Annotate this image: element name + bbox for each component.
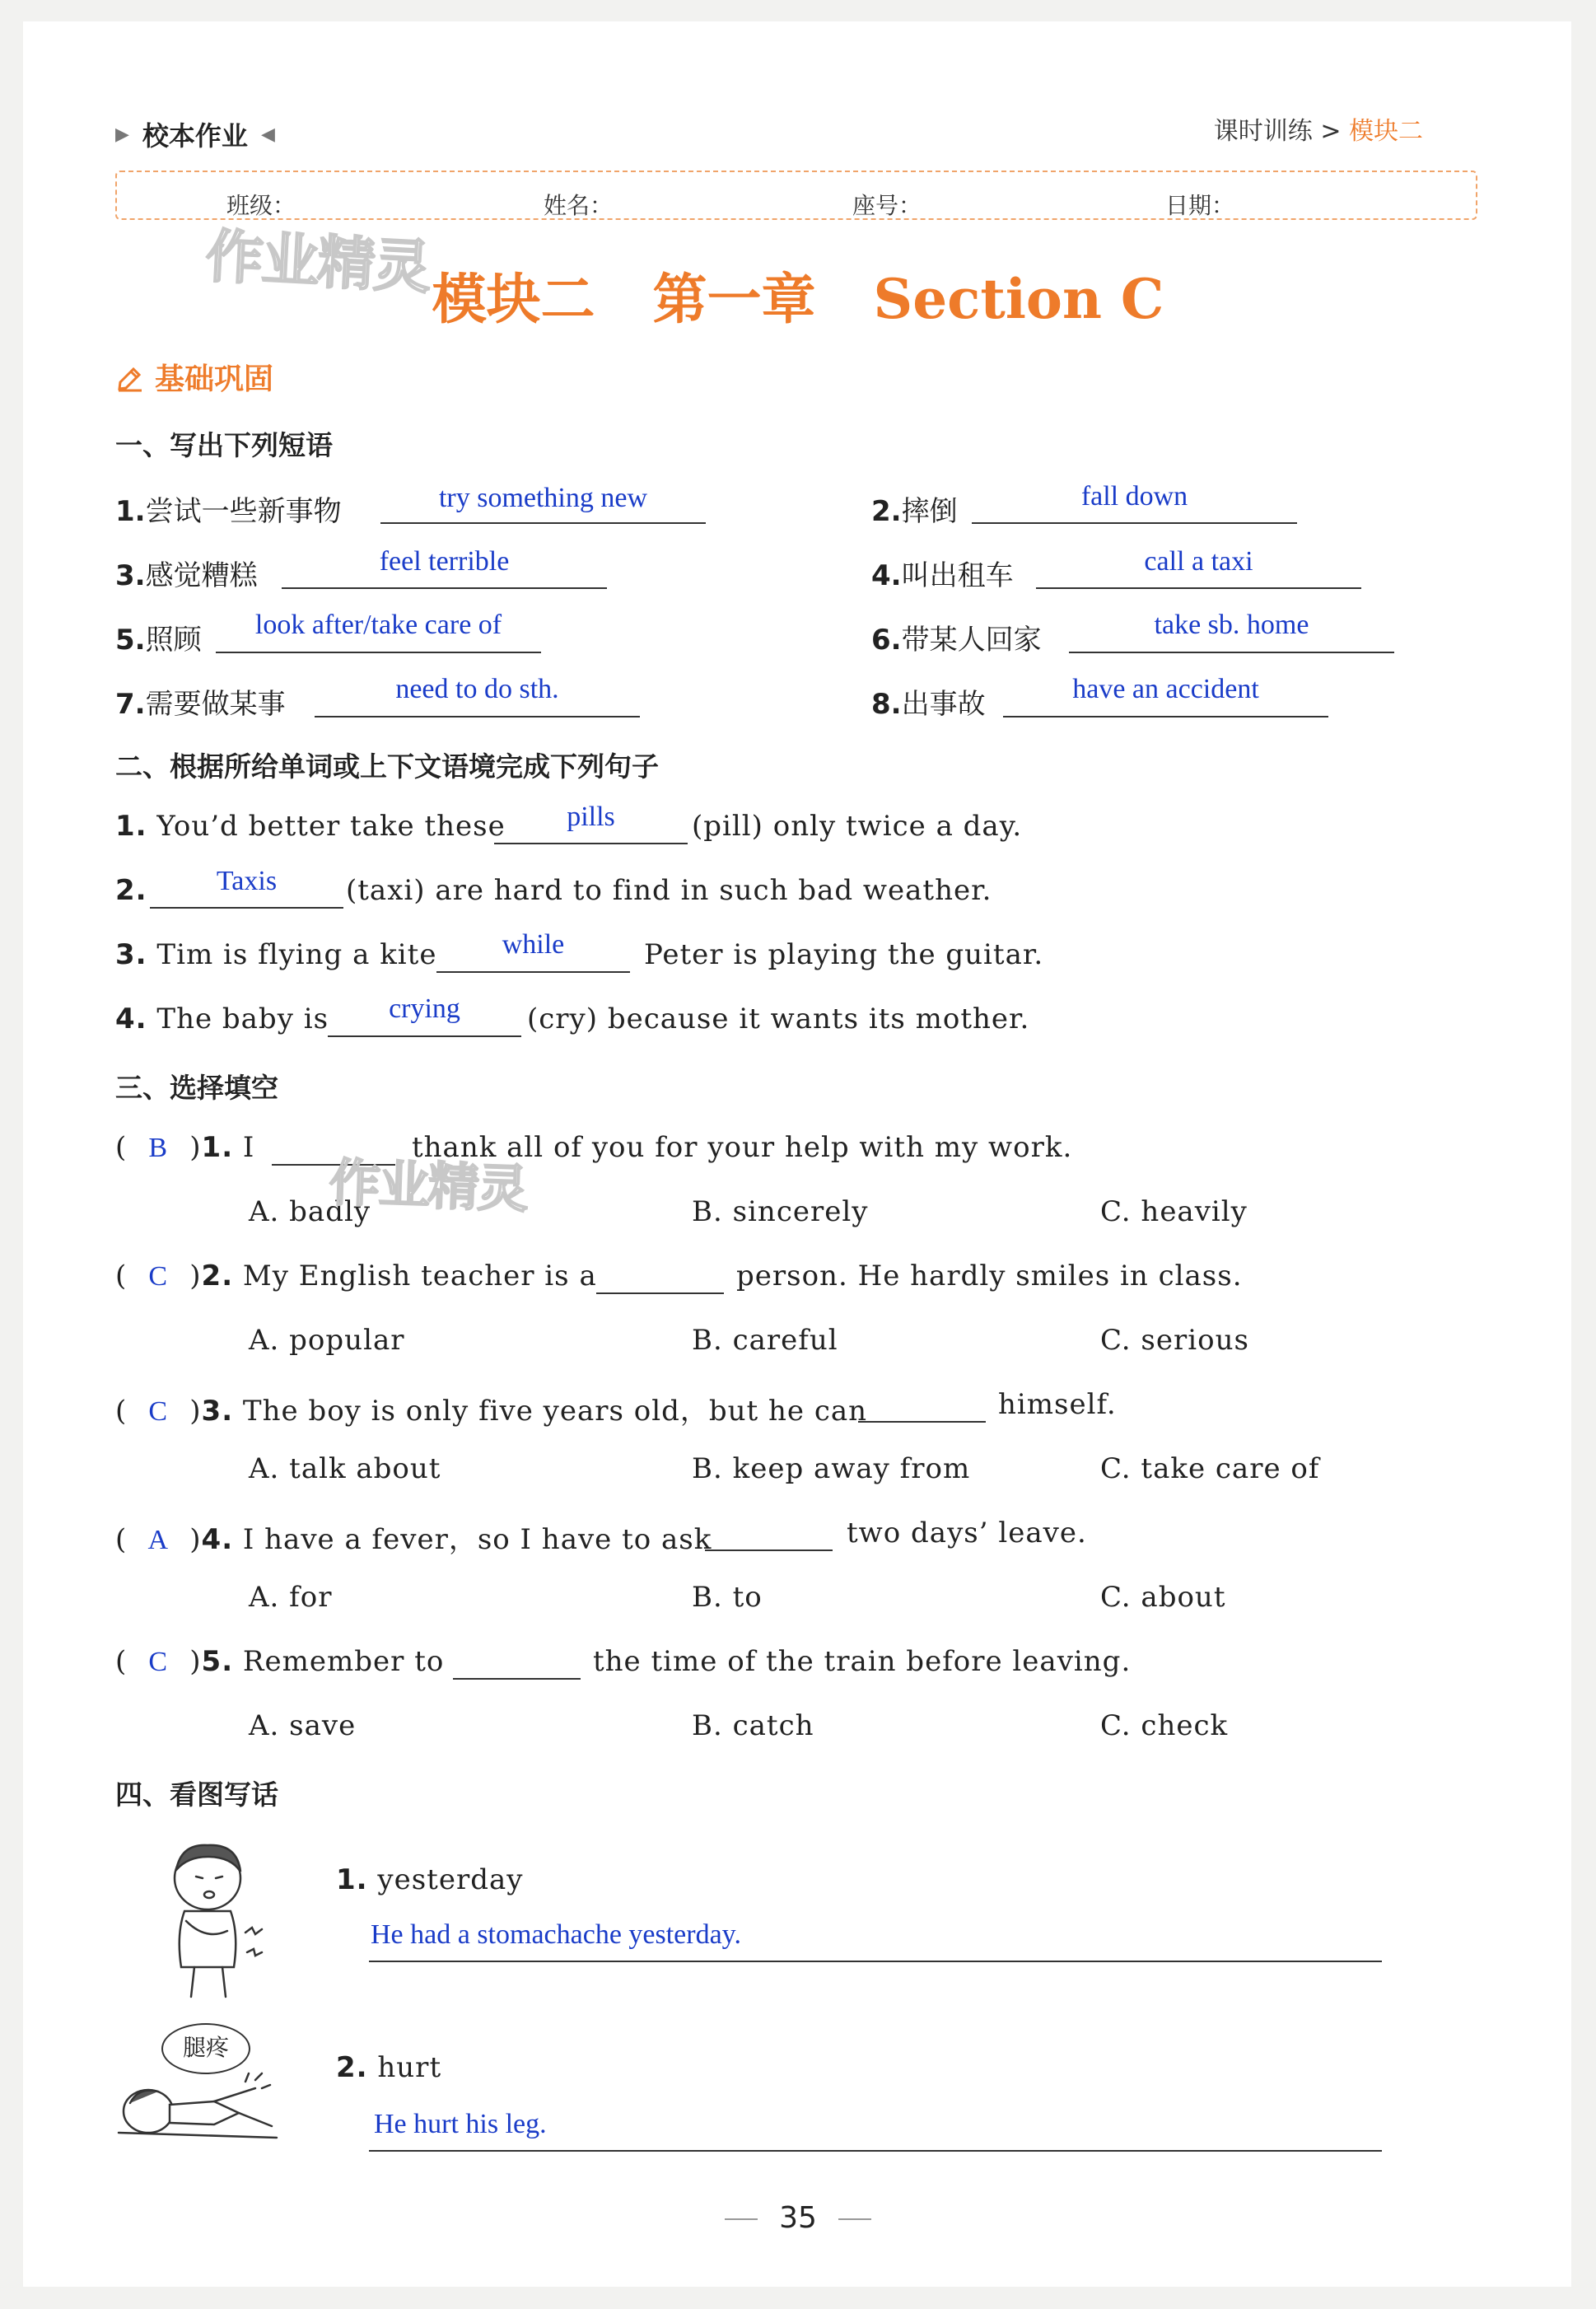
answer-line [1036,587,1361,589]
phrase-item: 1.尝试一些新事物 [115,495,342,528]
page-number: 35 [0,2201,1596,2235]
choice-question-tail: thank all of you for your help with my work. [412,1131,1073,1164]
fill-sentence: 3. Tim is flying a kite [115,938,437,971]
pencil-icon [115,362,145,392]
choice-question-tail: person. He hardly smiles in class. [736,1260,1243,1292]
choice-question: ( C )5. Remember to [115,1645,445,1678]
breadcrumb-separator: > [1320,117,1342,146]
boy-leg-pain-illustration [115,2064,280,2146]
section-1-heading: 一、写出下列短语 [115,429,333,461]
phrase-item: 6.带某人回家 [871,624,1042,657]
date-label: 日期： [1165,192,1235,219]
breadcrumb-prefix: 课时训练 [1213,117,1313,146]
speech-bubble: 腿疼 [161,2023,250,2074]
boy-stomachache-illustration [148,1835,276,2000]
fill-sentence: 4. The baby is [115,1003,329,1035]
phrase-item: 2.摔倒 [871,495,958,528]
phrase-item: 3.感觉糟糕 [115,559,258,592]
answer-line [328,1035,521,1037]
picture-1-cue: 1. yesterday [336,1863,524,1896]
section-3-heading: 三、选择填空 [115,1072,278,1104]
watermark-top: 作业精灵 [203,222,432,302]
answer-line [380,522,706,524]
answer-line [436,971,630,973]
phrase-item: 7.需要做某事 [115,688,286,721]
section-4-heading: 四、看图写话 [115,1778,278,1811]
option-b: B. careful [692,1324,838,1357]
student-info-box [115,171,1477,220]
subtitle [115,356,273,398]
answer-line [596,1292,724,1294]
option-a: A. save [249,1709,357,1742]
subtitle-text: 基础巩固 [155,362,274,396]
fill-sentence: 2. [115,874,147,907]
choice-question-tail: two days’ leave. [847,1517,1087,1549]
fill-sentence-tail: (taxi) are hard to find in such bad weather. [346,874,992,907]
option-b: B. keep away from [692,1452,971,1485]
triangle-right-icon: ▶ [115,124,129,145]
choice-question: ( B )1. I [115,1131,255,1164]
phrase-item: 4.叫出租车 [871,559,1014,592]
watermark-middle: 作业精灵 [328,1152,529,1220]
option-c: C. heavily [1100,1195,1248,1228]
choice-question: ( C )2. My English teacher is a [115,1260,597,1292]
phrase-answer: try something new [438,483,648,513]
answer-line [216,652,541,653]
header-left-label: 校本作业 [142,120,248,152]
header-left [115,115,275,153]
option-c: C. serious [1100,1324,1249,1357]
fill-sentence-tail: (cry) because it wants its mother. [527,1003,1030,1035]
option-c: C. about [1100,1581,1226,1614]
picture-2-answer: He hurt his leg. [374,2109,547,2139]
option-a: A. for [249,1581,333,1614]
answer-line [150,907,343,909]
answer-line [858,1421,986,1423]
option-c: C. check [1100,1709,1229,1742]
picture-2-cue: 2. hurt [336,2051,442,2084]
phrase-answer: need to do sth. [395,674,559,704]
phrase-answer: feel terrible [379,546,510,577]
answer-line [705,1549,833,1551]
header-breadcrumb [1214,110,1423,147]
fill-sentence: 1. You’d better take these [115,810,506,843]
option-a: A. talk about [249,1452,441,1485]
phrase-answer: fall down [1080,481,1188,512]
option-b: B. to [692,1581,763,1614]
fill-answer: Taxis [216,866,278,896]
option-b: B. sincerely [692,1195,869,1228]
phrase-answer: take sb. home [1154,610,1309,640]
fill-sentence-tail: (pill) only twice a day. [692,810,1023,843]
option-c: C. take care of [1100,1452,1320,1485]
fill-sentence-tail: Peter is playing the guitar. [644,938,1044,971]
triangle-left-icon: ◀ [260,124,275,145]
answer-line [1069,652,1394,653]
choice-question-tail: himself. [998,1388,1117,1421]
answer-line [453,1678,581,1680]
phrase-item: 8.出事故 [871,688,986,721]
answer-line [972,522,1297,524]
choice-question: ( A )4. I have a fever，so I have to ask [115,1523,712,1556]
page-title [0,255,1596,334]
seat-label: 座号： [852,192,922,219]
phrase-answer: have an accident [1072,674,1259,704]
phrase-answer: look after/take care of [254,610,502,640]
picture-1-answer: He had a stomachache yesterday. [371,1919,741,1950]
title-chapter: 第一章 [652,267,816,331]
title-section: Section C [873,267,1164,331]
phrase-item: 5.照顾 [115,624,202,657]
option-a: A. badly [249,1195,371,1228]
breadcrumb-accent: 模块二 [1349,117,1423,146]
answer-line [494,843,688,844]
answer-line [1003,716,1328,717]
title-module: 模块二 [432,267,595,331]
section-2-heading: 二、根据所给单词或上下文语境完成下列句子 [115,750,659,783]
class-label: 班级： [226,192,296,219]
phrase-answer: call a taxi [1144,546,1253,577]
fill-answer: crying [389,993,460,1024]
option-a: A. popular [249,1324,405,1357]
answer-line [369,2150,1382,2152]
answer-line [369,1961,1382,1962]
fill-answer: pills [567,802,615,832]
fill-answer: while [502,929,565,960]
choice-question: ( C )3. The boy is only five years old，but he can [115,1395,868,1428]
answer-line [315,716,640,717]
answer-line [282,587,607,589]
option-b: B. catch [692,1709,814,1742]
name-label: 姓名： [544,192,614,219]
choice-question-tail: the time of the train before leaving. [593,1645,1132,1678]
